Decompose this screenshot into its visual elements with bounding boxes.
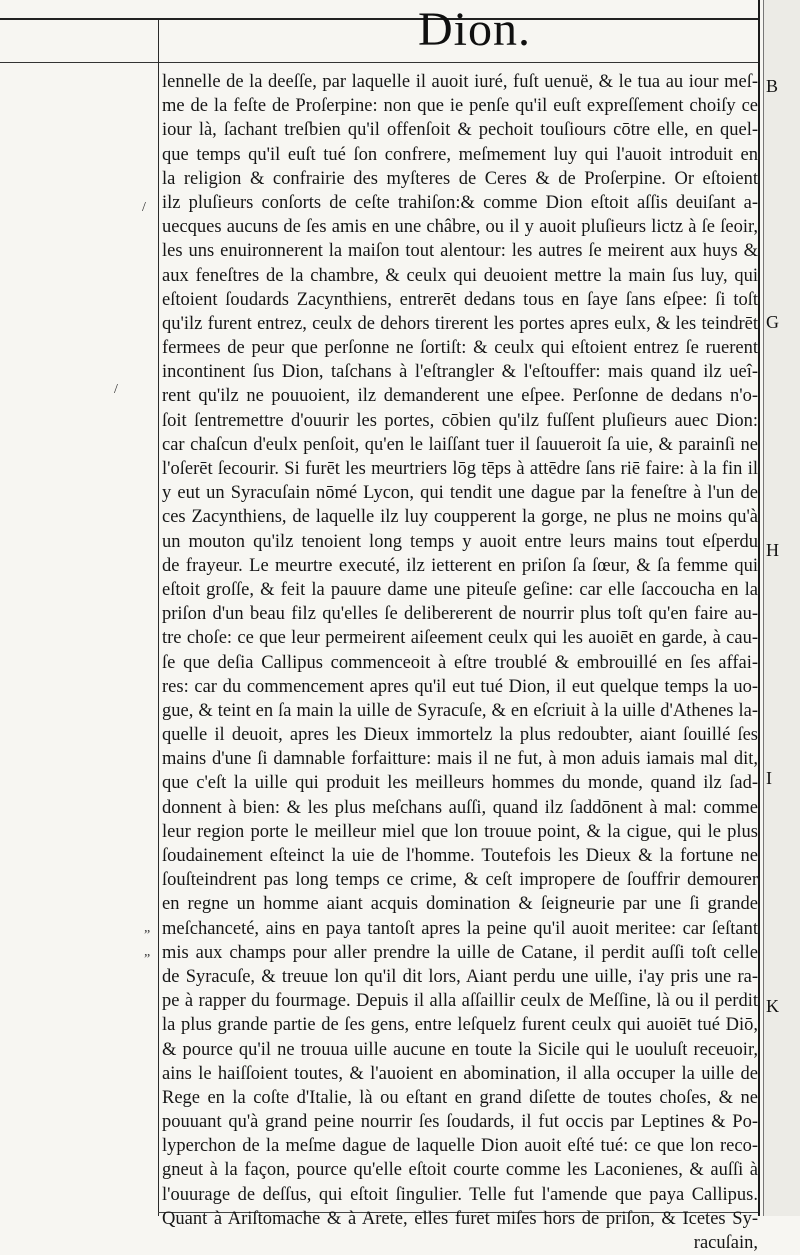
text-line: gneut à la façon, pource qu'elle eſtoit courte comme les Laconienes, & auſſi à [162, 1160, 758, 1181]
text-line: pe à rapper du fourmage. Depuis il alla aſſaillir ceulx de Meſſine, là ou il perdit [162, 991, 758, 1012]
text-line: Quant à Ariſtomache & à Arete, elles furēt miſes hors de priſon, & Icetes Sy- [162, 1208, 758, 1229]
text-line: mis aux champs pour aller prendre la uille de Catane, il perdit auſſi toſt celle [162, 942, 758, 963]
text-line: de frayeur. Le meurtre executé, ilz ietterent en priſon ſa ſœur, & ſa femme qui [162, 555, 758, 576]
header-underline [0, 62, 760, 63]
header-rule [0, 18, 760, 20]
text-line: res: car du commencement apres qu'il eut tué Dion, il eut quelque temps la uo- [162, 676, 758, 697]
text-line: pouuant qu'à grand peine nourrir ſes ſoudards, il fut occis par Leptines & Po- [162, 1112, 758, 1133]
text-line: qu'ilz furent entrez, ceulx de dehors tirerent les portes apres eulx, & les teindrēt [162, 313, 758, 334]
right-margin-rule-inner [763, 0, 764, 1216]
left-margin-rule [158, 20, 159, 1216]
margin-letter-k: K [766, 996, 779, 1016]
margin-letter-h: H [766, 540, 779, 560]
margin-letter-g: G [766, 312, 779, 332]
running-head-title: Dion. [418, 3, 531, 56]
text-line: l'ouurage de deſſus, qui eſtoit ſingulier. Telle fut l'amende que paya Callipus. [162, 1184, 758, 1205]
text-line: leur region porte le meilleur miel que lon trouue point, & la cigue, qui le plus [162, 821, 758, 842]
text-line: me de la feſte de Proſerpine: non que ie penſe qu'il euſt expreſſement choiſy ce [162, 96, 758, 117]
text-line: ilz pluſieurs conſorts de ceſte trahiſon:& comme Dion eſtoit aſſis deuiſant a- [162, 192, 758, 213]
text-line: la religion & confrairie des myſteres de Ceres & de Proſerpine. Or eſtoient [162, 168, 758, 189]
text-line: en regne un homme aiant acquis domination & ſeigneurie par une ſi grande [162, 894, 758, 915]
margin-mark-slash-2: / [114, 382, 118, 397]
text-line: ſoudainement eſteinct la uie de l'homme. Toutefois les Dieux & la fortune ne [162, 846, 758, 866]
text-line: ains le haiſſoient toutes, & l'auoient en abomination, il alla occuper la uille de [162, 1063, 758, 1084]
page-edge-shade [764, 0, 800, 1216]
text-line: tre choſe: ce que leur permeirent aiſeement ceulx qui les auoiēt en garde, à cau- [162, 628, 758, 649]
body-text-column [162, 70, 758, 1255]
margin-letter-b: B [766, 76, 779, 96]
text-line: aux feneſtres de la chambre, & ceulx qui deuoient mettre la main ſus luy, qui [162, 265, 758, 286]
margin-mark-slash-1: / [142, 200, 146, 215]
right-margin-rule [758, 0, 760, 1216]
text-line: uecques aucuns de ſes amis en une châbre, ou il y auoit pluſieurs lictz à ſe ſeoir, [162, 217, 758, 238]
text-line: l'oſerēt ſecourir. Si furēt les meurtriers lōg tēps à attēdre ſans riē faire: à la fin il [162, 459, 758, 479]
text-line: ſoit ſentremettre d'ouurir les portes, cōbien qu'ilz fuſſent pluſieurs auec Dion: [162, 410, 758, 431]
margin-letter-i: I [766, 768, 772, 788]
text-line: les uns enuironnerent la maiſon tout alentour: les autres ſe meirent aux huys & [162, 241, 758, 262]
text-line: eſtoit groſſe, & feit la pauure dame une piteuſe geſine: car elle ſaccoucha en la [162, 579, 758, 600]
text-line: lyperchon de la meſme dague de laquelle Dion auoit eſté tué: ce que lon reco- [162, 1136, 758, 1157]
text-line: iour là, ſachant treſbien qu'il offenſoit & pechoit touſiours cōtre elle, en quel- [162, 120, 758, 141]
text-line: ces Zacynthiens, de laquelle ilz luy coupperent la gorge, ne plus ne moins qu'à [162, 507, 758, 528]
text-line: rent qu'ilz ne pouuoient, ilz demanderent une eſpee. Perſonne de dedans n'o- [162, 386, 758, 407]
text-line: Rege en la coſte d'Italie, là ou eſtant en grand diſette de toutes choſes, & ne [162, 1087, 758, 1108]
text-line: incontinent ſus Dion, taſchans à l'eſtrangler & l'eſtouffer: mais quand ilz ueî- [162, 362, 758, 383]
text-line: lennelle de la deeſſe, par laquelle il auoit iuré, fuſt uenuë, & le tua au iour meſ- [162, 72, 758, 92]
text-line: eſtoient ſoudards Zacynthiens, entrerēt dedans tous en ſaye ſans eſpee: ſi toſt [162, 289, 758, 310]
text-line: mains d'une ſi damnable forfaitture: mais il ne fut, à mon aduis iamais mal dit, [162, 749, 758, 770]
text-line: meſchanceté, ains en paya tantoſt apres la peine qu'il auoit meritee: car ſeſtant [162, 918, 758, 939]
text-line: racuſain, [693, 1233, 758, 1253]
margin-mark-quote-1: ” [144, 928, 151, 943]
text-line: y eut un Syracuſain nōmé Lycon, qui tendit une dague par la feneſtre à l'un de [162, 483, 758, 504]
text-line: quelle il deuoit, apres les Dieux immortelz la plus redoubter, aiant ſouillé ſes [162, 725, 758, 746]
text-line: ſouſteindrent pas long temps ce crime, & ceſt impropere de ſouffrir demourer [162, 870, 758, 891]
text-line: donnent à bien: & les plus meſchans auſſi, quand ilz ſaddōnent à mal: comme [162, 797, 758, 818]
text-line: gue, & teint en ſa main la uille de Syracuſe, & en eſcriuit à la uille d'Athenes la- [162, 700, 758, 721]
text-line: car chaſcun d'eulx penſoit, qu'en le laiſſant tuer il ſauueroit ſa uie, & parainſi ne [162, 434, 758, 455]
text-line: fermees de peur que perſonne ne ſortiſt: & ceulx qui eſtoient entrez ſe ruerent [162, 338, 758, 359]
text-line: que temps qu'il euſt tué ſon confrere, meſmement luy qui l'auoit introduit en [162, 144, 758, 165]
text-line: de Syracuſe, & treuue lon qu'il dit lors, Aiant perdu une uille, i'ay pris une ra- [162, 966, 758, 987]
text-line: la plus grande partie de ſes gens, entre leſquelz furent ceulx qui auoiēt tué Diō, [162, 1015, 758, 1036]
text-line: ſe que deſia Callipus commenceoit à eſtre troublé & embrouillé en ſes affai- [162, 652, 758, 673]
margin-mark-quote-2: ” [144, 952, 151, 967]
text-line: un mouton qu'ilz tenoient long temps y auoit entre leurs mains tout eſperdu [162, 531, 758, 552]
text-line: & pource qu'il ne trouua uille aucune en toute la Sicile qui le uouluſt receuoir, [162, 1039, 758, 1060]
text-line: que c'eſt la uille qui produit les meilleurs hommes du monde, quand ilz ſad- [162, 773, 758, 794]
text-line: priſon d'un beau filz qu'elles ſe delibererent de nourrir plus toſt qu'en faire au- [162, 604, 758, 625]
